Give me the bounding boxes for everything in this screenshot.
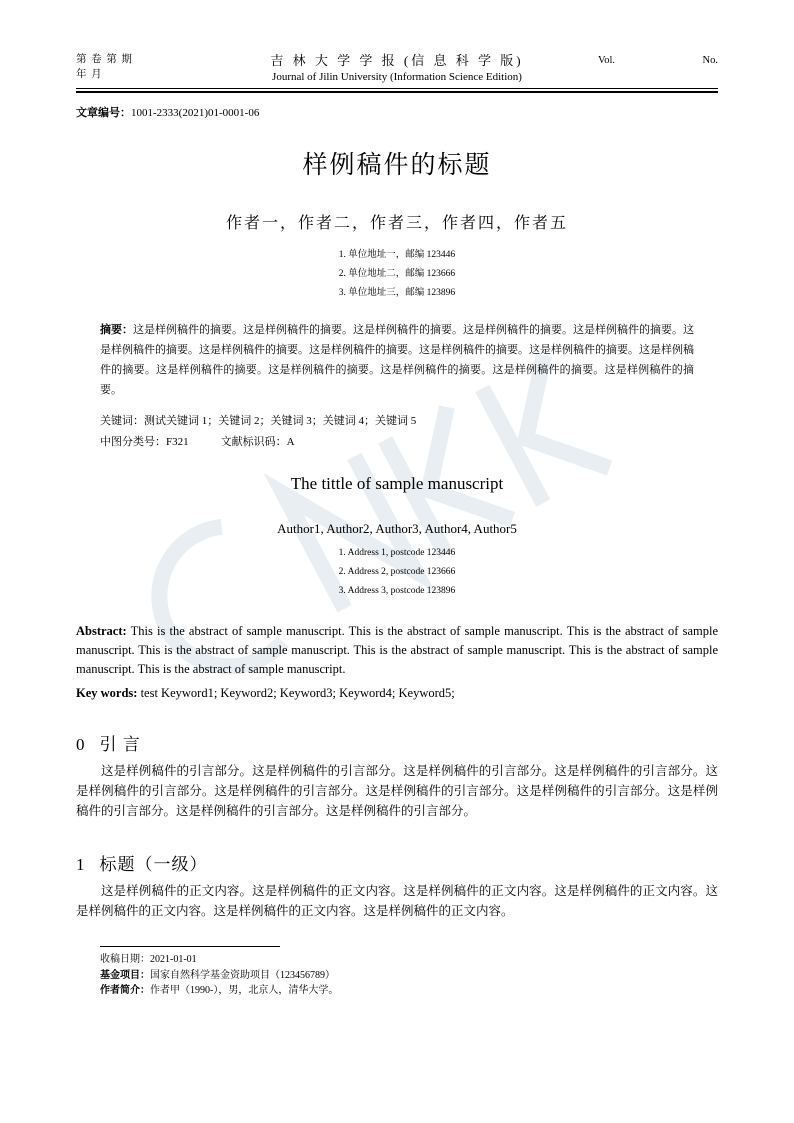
doc-code-value: A <box>286 436 295 448</box>
clc-label: 中图分类号： <box>100 436 166 448</box>
keywords-cn <box>100 411 694 431</box>
section-1-title: 标题（一级） <box>99 855 208 874</box>
received-label: 收稿日期： <box>100 954 150 965</box>
section-0-number: 0 <box>76 735 86 754</box>
abstract-en-label: Abstract: <box>76 624 127 638</box>
affiliation-cn-2: 2. 单位地址二，邮编 123666 <box>338 269 456 279</box>
authors-cn: 作者一，作者二，作者三，作者四，作者五 <box>225 215 568 232</box>
section-0-title: 引 言 <box>99 735 141 754</box>
footnote-rule <box>100 946 280 947</box>
article-number-label: 文章编号： <box>76 107 131 119</box>
section-0-heading <box>76 730 718 755</box>
affiliation-en-2: 2. Address 2, postcode 123666 <box>338 567 456 577</box>
authors-en: Author1, Author2, Author3, Author4, Author5 <box>277 521 517 536</box>
abstract-en-text: This is the abstract of sample manuscript. This is the abstract of sample manuscript. This is the abstract of sample manuscript. This is the abstract of sample manuscript. This is the abstract of sample manuscript. This is the abstract of sample manuscript. This is the abstract of sample manuscript. <box>76 624 718 676</box>
abstract-cn-label: 摘要： <box>100 324 133 336</box>
clc-value: F321 <box>166 436 189 448</box>
footnote-bio <box>100 983 694 999</box>
affiliations-en <box>0 544 794 601</box>
affiliation-cn-1: 1. 单位地址一，邮编 123446 <box>338 250 456 260</box>
affiliations-cn <box>0 246 794 303</box>
no-label: No. <box>702 55 718 66</box>
bio-value: 作者甲（1990-），男，北京人，清华大学。 <box>150 985 339 996</box>
affiliation-en-3: 3. Address 3, postcode 123896 <box>338 586 456 596</box>
running-head <box>76 52 718 85</box>
fund-label: 基金项目： <box>100 969 150 981</box>
bio-label: 作者简介： <box>100 985 150 996</box>
journal-name-en: Journal of Jilin University (Information Science Edition) <box>272 71 522 83</box>
keywords-cn-text: 测试关键词 1；关键词 2；关键词 3；关键词 4；关键词 5 <box>144 415 417 427</box>
footnotes <box>100 952 694 999</box>
paper-title-cn: 样例稿件的标题 <box>302 152 492 179</box>
keywords-en-label: Key words: <box>76 686 138 700</box>
clc-line <box>100 432 694 452</box>
article-number <box>76 104 259 120</box>
section-0-body: 这是样例稿件的引言部分。这是样例稿件的引言部分。这是样例稿件的引言部分。这是样例稿件的引言部分。这是样例稿件的引言部分。这是样例稿件的引言部分。这是样例稿件的引言部分。这是样例稿件的引言部分。这是样例稿件的引言部分。这是样例稿件的引言部分。这是样例稿件的引言部分。 <box>76 764 718 818</box>
section-1-body: 这是样例稿件的正文内容。这是样例稿件的正文内容。这是样例稿件的正文内容。这是样例稿件的正文内容。这是样例稿件的正文内容。这是样例稿件的正文内容。这是样例稿件的正文内容。 <box>76 884 718 918</box>
keywords-en <box>76 684 718 703</box>
paper-title-en: The tittle of sample manuscript <box>290 474 504 493</box>
footnote-fund <box>100 968 694 984</box>
abstract-cn-text: 这是样例稿件的摘要。这是样例稿件的摘要。这是样例稿件的摘要。这是样例稿件的摘要。这是样例稿件的摘要。这是样例稿件的摘要。这是样例稿件的摘要。这是样例稿件的摘要。这是样例稿件的摘要。这是样例稿件的摘要。这是样例稿件的摘要。这是样例稿件的摘要。这是样例稿件的摘要。这是样例稿件的摘要。这是样例稿件的摘要。这是样例稿件的摘要。 <box>100 324 694 396</box>
runhead-vol-no <box>598 52 718 68</box>
keywords-en-text: test Keyword1; Keyword2; Keyword3; Keyword4; Keyword5; <box>140 686 455 700</box>
abstract-cn <box>100 320 694 400</box>
footnote-received <box>100 952 694 968</box>
journal-name-cn: 吉 林 大 学 学 报 (信 息 科 学 版) <box>270 53 524 68</box>
vol-label: Vol. <box>598 55 616 66</box>
section-1-heading <box>76 850 718 875</box>
section-1-number: 1 <box>76 855 86 874</box>
abstract-en <box>76 622 718 679</box>
runhead-journal <box>196 52 598 85</box>
affiliation-cn-3: 3. 单位地址三，邮编 123896 <box>338 288 456 298</box>
doc-code-label: 文献标识码： <box>220 436 287 448</box>
header-rule <box>76 88 718 93</box>
section-0 <box>76 730 718 821</box>
runhead-volume-issue: 第 卷 第 期 年 月 <box>76 54 133 80</box>
received-value: 2021-01-01 <box>150 954 197 965</box>
article-number-value: 1001-2333(2021)01-0001-06 <box>131 107 260 119</box>
keywords-cn-label: 关键词： <box>100 415 144 427</box>
section-1 <box>76 850 718 921</box>
affiliation-en-1: 1. Address 1, postcode 123446 <box>338 548 456 558</box>
fund-value: 国家自然科学基金资助项目（123456789） <box>150 969 335 981</box>
